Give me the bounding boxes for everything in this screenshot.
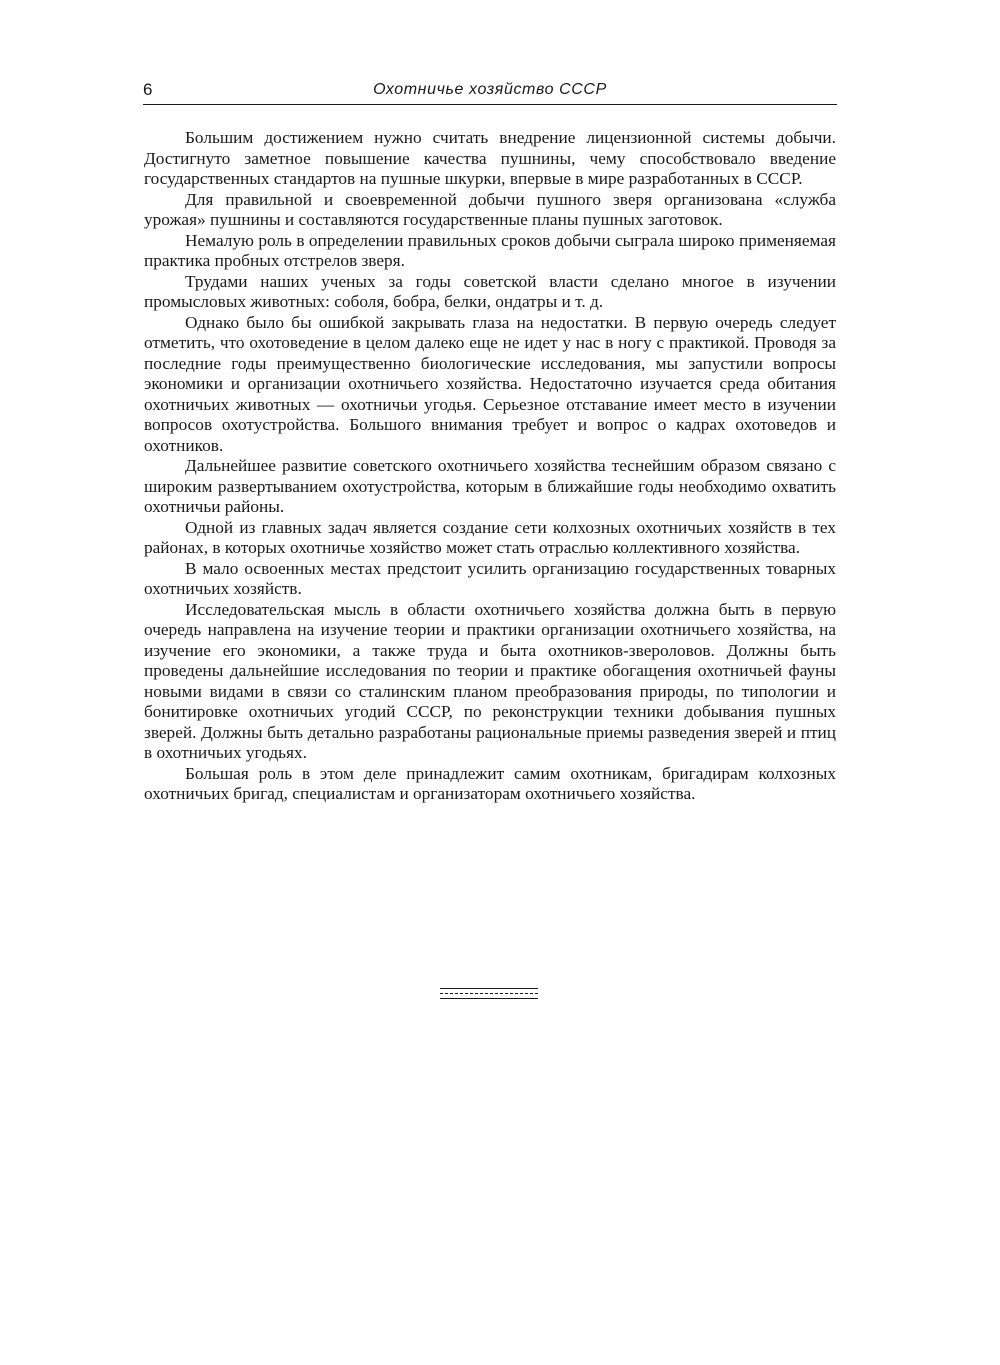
header-rule: [143, 104, 837, 105]
ornament-line: [440, 998, 538, 999]
ornament-line: [440, 988, 538, 989]
page-number: 6: [143, 80, 153, 99]
paragraph: Немалую роль в определении правильных сроков добычи сыграла широко применяемая практика пробных отстрелов зверя.: [144, 230, 836, 270]
paragraph: В мало освоенных местах предстоит усилить организацию государственных товарных охотничьих хозяйств.: [144, 558, 836, 598]
page-header: [143, 80, 837, 102]
paragraph: Большим достижением нужно считать внедрение лицензионной системы добычи. Достигнуто заметное повышение качества пушнины, чему способствовало введение государственных стандартов на пушные шкурки, впервые в мире разработанных в СССР.: [144, 128, 836, 188]
paragraph: Трудами наших ученых за годы советской власти сделано многое в изучении промысловых животных: соболя, бобра, белки, ондатры и т. д.: [144, 271, 836, 311]
end-ornament: [440, 988, 538, 1000]
ornament-line: [440, 993, 538, 994]
paragraph: Исследовательская мысль в области охотничьего хозяйства должна быть в первую очередь направлена на изучение теории и практики организации охотничьего хозяйства, на изучение его экономики, а также труда и быта охотников-звероловов. Должны быть проведены дальнейшие исследования по теории и практике обогащения охотничьей фауны новыми видами в связи со сталинским планом преобразования природы, по типологии и бонитировке охотничьих угодий СССР, по реконструкции техники добывания пушных зверей. Должны быть детально разработаны рациональные приемы разведения зверей и птиц в охотничьих угодьях.: [144, 599, 836, 762]
paragraph: Большая роль в этом деле принадлежит самим охотникам, бригадирам колхозных охотничьих бригад, специалистам и организаторам охотничьего хозяйства.: [144, 763, 836, 803]
paragraph: Одной из главных задач является создание сети колхозных охотничьих хозяйств в тех районах, в которых охотничье хозяйство может стать отраслью коллективного хозяйства.: [144, 517, 836, 557]
paragraph: Для правильной и своевременной добычи пушного зверя организована «служба урожая» пушнины и составляются государственные планы пушных заготовок.: [144, 189, 836, 229]
paragraph: Однако было бы ошибкой закрывать глаза на недостатки. В первую очередь следует отметить, что охотоведение в целом далеко еще не идет у нас в ногу с практикой. Проводя за последние годы преимущественно биологические исследования, мы запустили вопросы экономики и организации охотничьего хозяйства. Недостаточно изучается среда обитания охотничьих животных — охотничьи угодья. Серьезное отставание имеет место в изучении вопросов охотустройства. Большого внимания требует и вопрос о кадрах охотоведов и охотников.: [144, 312, 836, 455]
body-text: [144, 128, 836, 805]
paragraph: Дальнейшее развитие советского охотничьего хозяйства теснейшим образом связано с широким развертыванием охотустройства, которым в ближайшие годы необходимо охватить охотничьи районы.: [144, 456, 836, 516]
running-title: Охотничье хозяйство СССР: [373, 81, 607, 98]
